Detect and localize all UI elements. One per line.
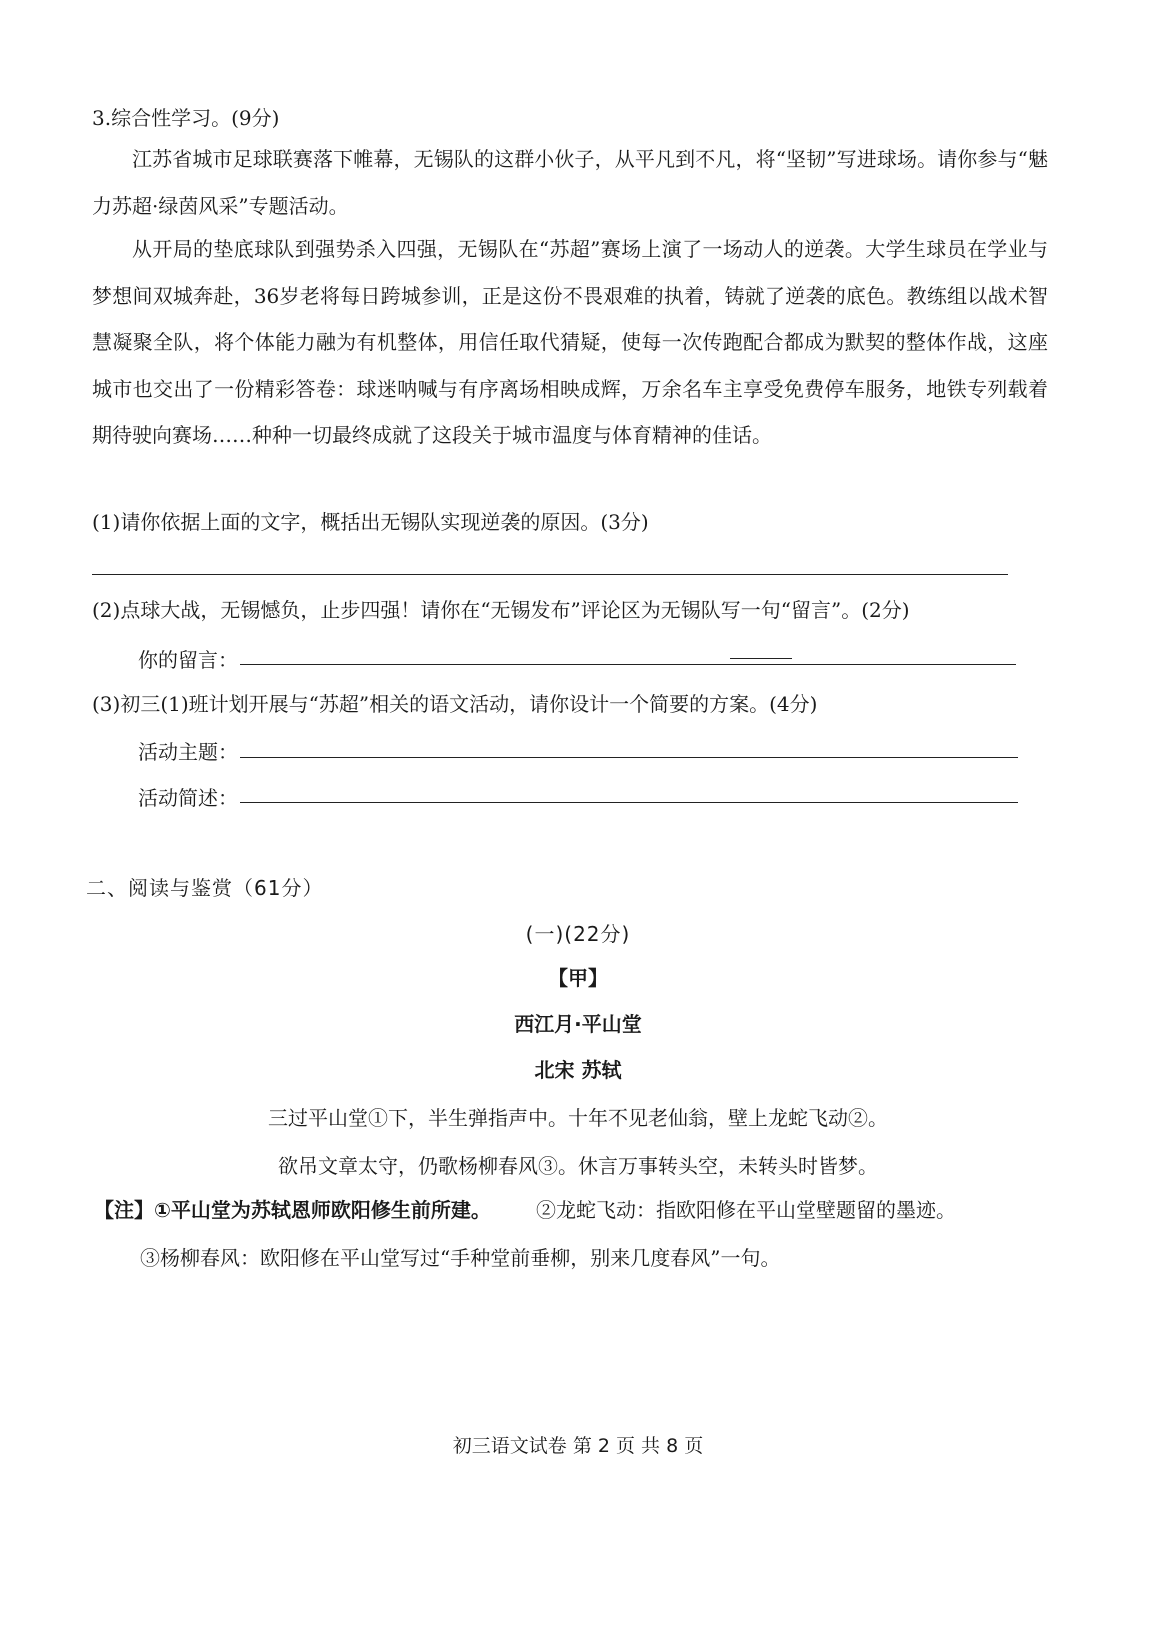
passage bbox=[92, 226, 1048, 459]
answer-line-1[interactable] bbox=[92, 574, 1008, 575]
text-a-tag: 【甲】 bbox=[548, 966, 608, 990]
section-2-heading: 二、阅读与鉴赏（61分） bbox=[86, 876, 324, 900]
message-answer-line[interactable] bbox=[240, 664, 1016, 665]
sub-question-3: (3)初三(1)班计划开展与“苏超”相关的语文活动，请你设计一个简要的方案。(4分) bbox=[92, 692, 818, 716]
activity-desc-label: 活动简述： bbox=[138, 786, 238, 810]
intro-text: 江苏省城市足球联赛落下帷幕，无锡队的这群小伙子，从平凡到不凡，将“坚韧”写进球场。请你参与“魅力苏超·绿茵风采”专题活动。 bbox=[92, 147, 1048, 218]
activity-theme-label: 活动主题： bbox=[138, 740, 238, 764]
passage-text: 从开局的垫底球队到强势杀入四强，无锡队在“苏超”赛场上演了一场动人的逆袭。大学生球员在学业与梦想间双城奔赴，36岁老将每日跨城参训，正是这份不畏艰难的执着，铸就了逆袭的底色。教练组以战术智慧凝聚全队，将个体能力融为有机整体，用信任取代猜疑，使每一次传跑配合都成为默契的整体作战，这座城市也交出了一份精彩答卷：球迷呐喊与有序离场相映成辉，万余名车主享受免费停车服务，地铁专列载着期待驶向赛场……种种一切最终成就了这段关于城市温度与体育精神的佳话。 bbox=[92, 237, 1048, 447]
message-short-rule bbox=[730, 658, 792, 659]
activity-theme-line[interactable] bbox=[240, 757, 1018, 758]
sub-question-2: (2)点球大战，无锡憾负，止步四强！请你在“无锡发布”评论区为无锡队写一句“留言”。(2分) bbox=[92, 598, 910, 622]
note-2: ②龙蛇飞动：指欧阳修在平山堂壁题留的墨迹。 bbox=[536, 1198, 956, 1222]
poem-line-2: 欲吊文章太守，仍歌杨柳春风③。休言万事转头空，未转头时皆梦。 bbox=[278, 1154, 878, 1178]
part-1-label: (一)(22分) bbox=[525, 922, 631, 946]
sub-question-1: (1)请你依据上面的文字，概括出无锡队实现逆袭的原因。(3分) bbox=[92, 510, 649, 534]
message-label: 你的留言： bbox=[138, 648, 238, 672]
poem-line-1: 三过平山堂①下，半生弹指声中。十年不见老仙翁，壁上龙蛇飞动②。 bbox=[268, 1106, 888, 1130]
question-3-intro bbox=[92, 136, 1048, 229]
page-footer: 初三语文试卷 第 2 页 共 8 页 bbox=[452, 1435, 704, 1457]
question-3-title: 3.综合性学习。(9分) bbox=[92, 106, 280, 130]
activity-desc-line[interactable] bbox=[240, 802, 1018, 803]
note-3: ③杨柳春风：欧阳修在平山堂写过“手种堂前垂柳，别来几度春风”一句。 bbox=[140, 1246, 781, 1270]
note-1: 【注】①平山堂为苏轼恩师欧阳修生前所建。 bbox=[94, 1198, 491, 1222]
poem-title: 西江月·平山堂 bbox=[514, 1012, 642, 1036]
poem-author: 北宋 苏轼 bbox=[534, 1058, 622, 1082]
